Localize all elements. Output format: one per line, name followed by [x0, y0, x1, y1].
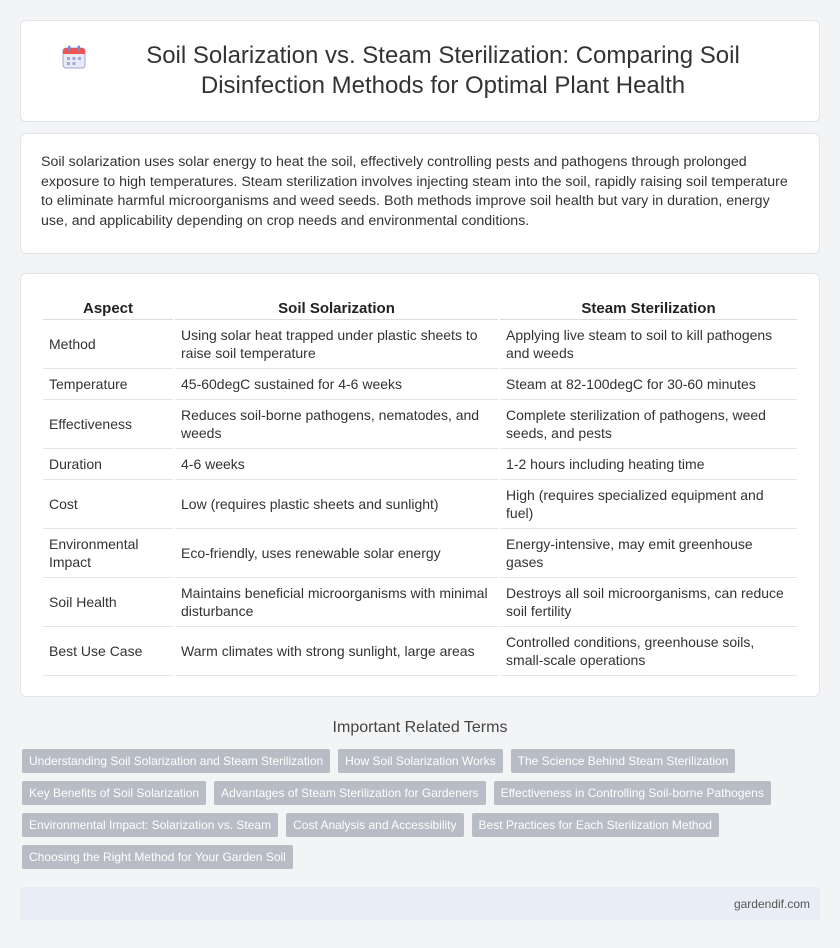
table-row — [43, 627, 797, 676]
footer-site-name[interactable]: gardendif.com — [733, 896, 810, 911]
table-row — [43, 400, 797, 449]
table-header-row — [43, 292, 797, 320]
row-aspect: Cost — [43, 480, 173, 529]
related-tag[interactable]: Key Benefits of Soil Solarization — [22, 781, 206, 805]
row-solar: Reduces soil-borne pathogens, nematodes, and weeds — [175, 400, 498, 449]
header-card — [20, 20, 820, 122]
row-steam: High (requires specialized equipment and fuel) — [500, 480, 797, 529]
row-aspect: Duration — [43, 449, 173, 480]
intro-card — [20, 133, 820, 254]
header-soil-solarization: Soil Solarization — [175, 292, 498, 320]
row-aspect: Best Use Case — [43, 627, 173, 676]
table-row — [43, 320, 797, 369]
row-steam: Energy-intensive, may emit greenhouse gases — [500, 529, 797, 578]
table-row — [43, 578, 797, 627]
table-row — [43, 529, 797, 578]
row-solar: Low (requires plastic sheets and sunlight) — [175, 480, 498, 529]
row-steam: Steam at 82-100degC for 30-60 minutes — [500, 369, 797, 400]
footer — [20, 887, 820, 920]
related-tag[interactable]: Cost Analysis and Accessibility — [286, 813, 463, 837]
related-terms-section — [0, 719, 840, 869]
row-solar: Maintains beneficial microorganisms with minimal disturbance — [175, 578, 498, 627]
related-tags — [0, 749, 840, 869]
row-aspect: Temperature — [43, 369, 173, 400]
related-tag[interactable]: Advantages of Steam Sterilization for Gardeners — [214, 781, 485, 805]
header-aspect: Aspect — [43, 292, 173, 320]
row-steam: Controlled conditions, greenhouse soils, small-scale operations — [500, 627, 797, 676]
comparison-table-card — [20, 273, 820, 697]
related-tag[interactable]: Choosing the Right Method for Your Garden Soil — [22, 845, 293, 869]
comparison-table — [41, 292, 799, 676]
related-tag[interactable]: Effectiveness in Controlling Soil-borne Pathogens — [494, 781, 771, 805]
related-terms-heading: Important Related Terms — [332, 719, 508, 736]
row-steam: 1-2 hours including heating time — [500, 449, 797, 480]
row-aspect: Effectiveness — [43, 400, 173, 449]
row-steam: Applying live steam to soil to kill pathogens and weeds — [500, 320, 797, 369]
related-tag[interactable]: The Science Behind Steam Sterilization — [511, 749, 736, 773]
related-tag[interactable]: Best Practices for Each Sterilization Method — [472, 813, 719, 837]
title-wrap — [61, 41, 779, 101]
row-aspect: Environmental Impact — [43, 529, 173, 578]
row-solar: Using solar heat trapped under plastic sheets to raise soil temperature — [175, 320, 498, 369]
table-row — [43, 449, 797, 480]
related-tag[interactable]: Environmental Impact: Solarization vs. Steam — [22, 813, 278, 837]
row-solar: 45-60degC sustained for 4-6 weeks — [175, 369, 498, 400]
header-steam-sterilization: Steam Sterilization — [500, 292, 797, 320]
related-tag[interactable]: Understanding Soil Solarization and Steam Sterilization — [22, 749, 330, 773]
table-row — [43, 369, 797, 400]
table-row — [43, 480, 797, 529]
calendar-icon — [61, 44, 87, 70]
row-aspect: Method — [43, 320, 173, 369]
row-solar: Eco-friendly, uses renewable solar energy — [175, 529, 498, 578]
row-aspect: Soil Health — [43, 578, 173, 627]
related-tag[interactable]: How Soil Solarization Works — [338, 749, 503, 773]
row-solar: Warm climates with strong sunlight, large areas — [175, 627, 498, 676]
row-steam: Destroys all soil microorganisms, can reduce soil fertility — [500, 578, 797, 627]
intro-text: Soil solarization uses solar energy to heat the soil, effectively controlling pests and pathogens through prolonged exposure to high temperatures. Steam sterilization involves injecting steam into the soil, rapidly raising soil temperature to eliminate harmful microorganisms and weed seeds. Both methods improve soil health but vary in duration, energy use, and applicability depending on crop needs and environmental conditions. — [41, 154, 788, 229]
row-solar: 4-6 weeks — [175, 449, 498, 480]
row-steam: Complete sterilization of pathogens, weed seeds, and pests — [500, 400, 797, 449]
page-title: Soil Solarization vs. Steam Sterilization: Comparing Soil Disinfection Methods for Optimal Plant Health — [146, 42, 740, 99]
